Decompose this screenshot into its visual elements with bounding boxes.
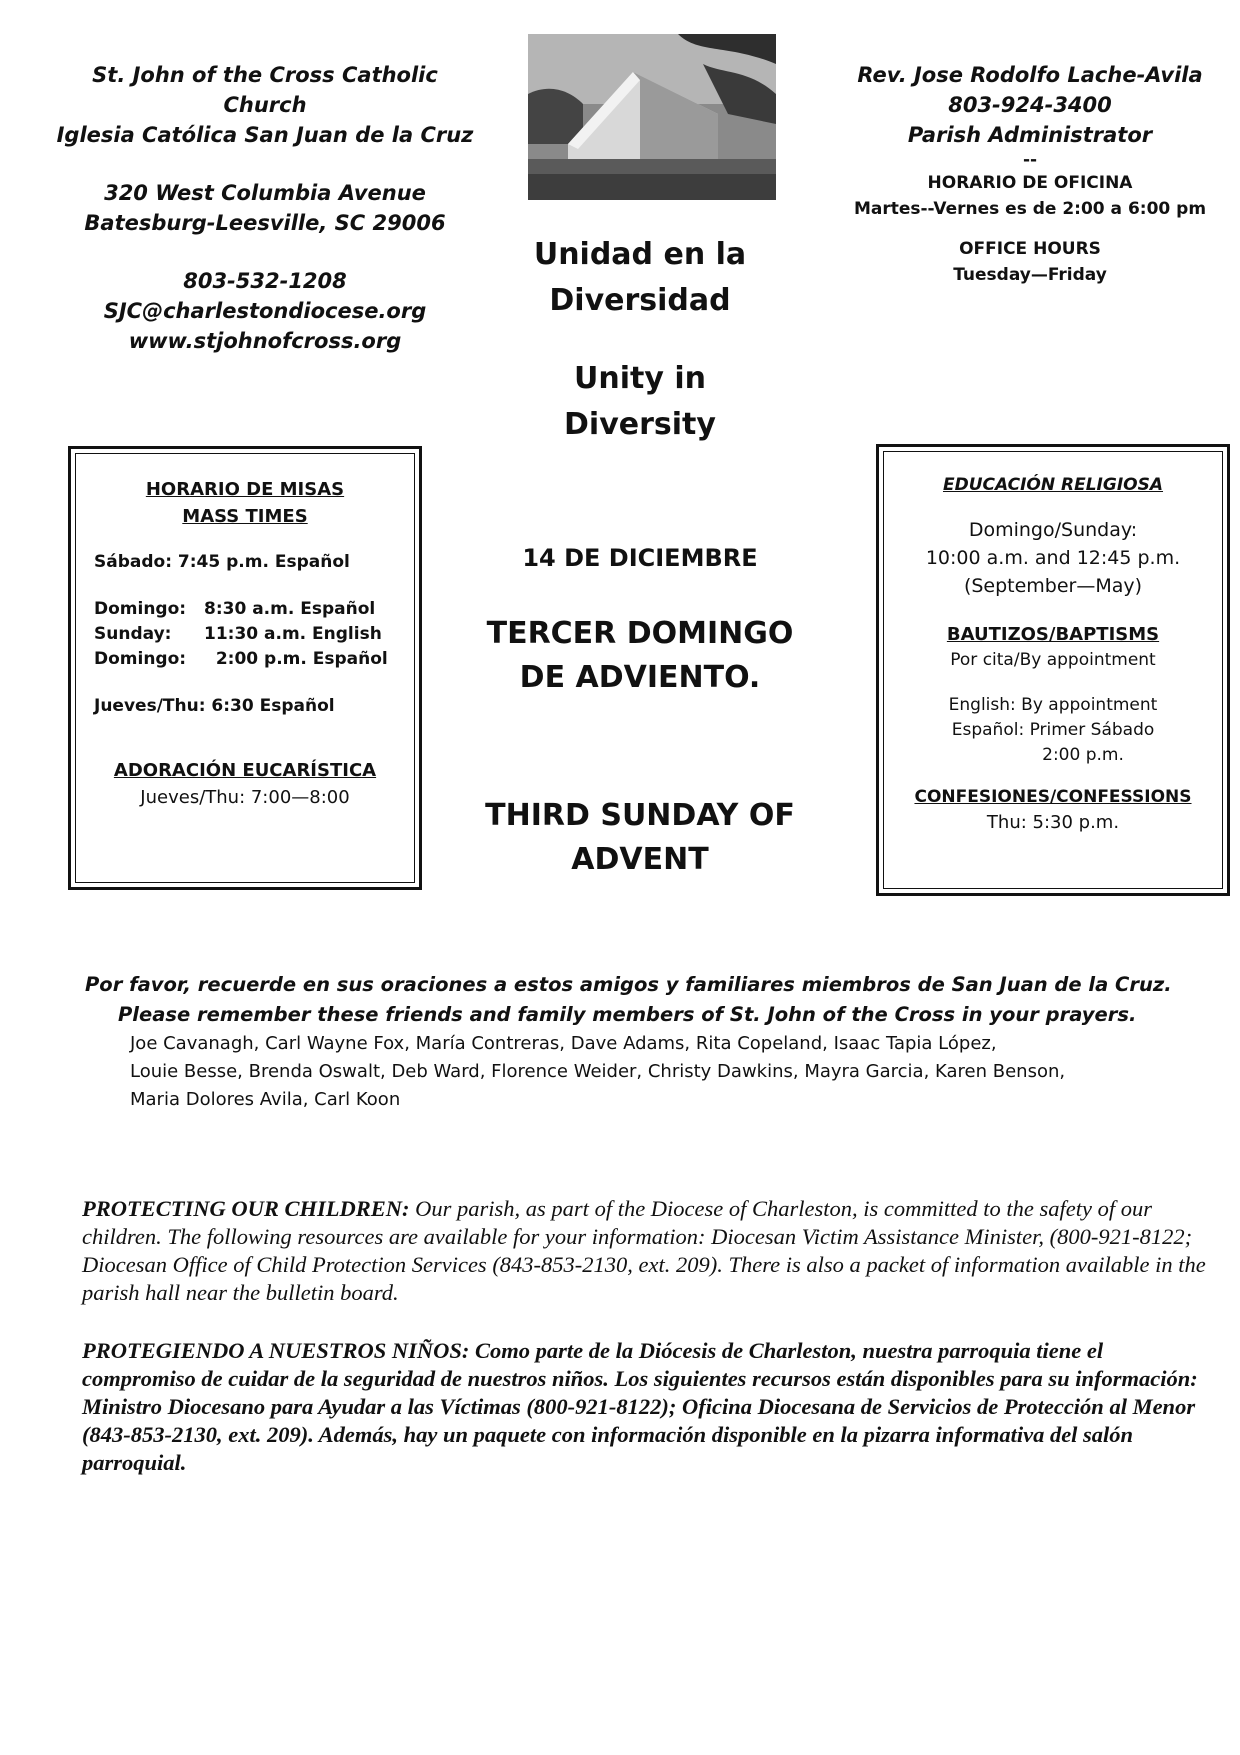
mass-day: Sunday: — [94, 624, 172, 644]
separator: -- — [1022, 150, 1038, 170]
prayer-intro-en: Please remember these friends and family members of St. John of the Cross in your prayers. — [118, 1003, 1137, 1026]
prayer-list-section — [85, 970, 1195, 1114]
mass-saturday: Sábado: 7:45 p.m. Español — [94, 552, 350, 572]
church-name-en: St. John of the Cross Catholic Church — [92, 63, 438, 117]
mass-time: 8:30 a.m. Español — [204, 599, 376, 619]
office-hours-es: Martes--Vernes es de 2:00 a 6:00 pm — [853, 199, 1207, 219]
office-hours-es-title: HORARIO DE OFICINA — [927, 173, 1133, 193]
church-email: SJC@charlestondiocese.org — [103, 299, 427, 323]
baptism-title: BAUTIZOS/BAPTISMS — [946, 624, 1160, 645]
address-line2: Batesburg-Leesville, SC 29006 — [84, 211, 446, 235]
prayer-intro-es: Por favor, recuerde en sus oraciones a estos amigos y familiares miembros de San Juan de la Cruz. — [85, 973, 1172, 996]
education-title: EDUCACIÓN RELIGIOSA — [942, 475, 1164, 495]
church-website: www.stjohnofcross.org — [128, 329, 402, 353]
baptism-spanish: Español: Primer Sábado — [951, 720, 1155, 740]
sunday-title-es: TERCER DOMINGO DE ADVIENTO. — [486, 616, 794, 695]
adoration-time: Jueves/Thu: 7:00—8:00 — [140, 787, 350, 808]
baptism-note: Por cita/By appointment — [950, 650, 1156, 670]
protecting-children-es — [82, 1337, 1207, 1477]
protecting-body-es: Como parte de la Diócesis de Charleston, nuestra parroquia tiene el compromiso de cuidar de la seguridad de nuestros niños. Los siguientes recursos están disponibles para su información: Ministro Diocesano para Ayudar a las Víctimas (800-921-8122); Oficina Diocesana de Servicios de Protección al Menor (843-853-2130, ext. 209). Además, hay un paquete con información disponible en la pizarra informativa del salón parroquial. — [82, 1338, 1198, 1475]
sunday-title-en: THIRD SUNDAY OF ADVENT — [485, 798, 795, 877]
church-name-es: Iglesia Católica San Juan de la Cruz — [56, 123, 474, 147]
confession-time: Thu: 5:30 p.m. — [986, 812, 1120, 833]
church-contact-block — [50, 60, 480, 356]
mass-row — [94, 647, 396, 672]
mass-day: Domingo: — [94, 649, 187, 669]
theme-en: Unity in Diversity — [564, 361, 716, 442]
bulletin-date: 14 DE DICIEMBRE — [522, 544, 758, 572]
education-sunday-times: 10:00 a.m. and 12:45 p.m. — [925, 547, 1181, 569]
pastor-phone: 803-924-3400 — [948, 93, 1112, 117]
mass-thursday: Jueves/Thu: 6:30 Español — [94, 696, 335, 716]
church-phone: 803-532-1208 — [183, 269, 347, 293]
prayer-names-line: Louie Besse, Brenda Oswalt, Deb Ward, Florence Weider, Christy Dawkins, Mayra Garcia, Karen Benson, — [130, 1061, 1066, 1082]
mass-row — [94, 622, 396, 647]
protecting-lead-es: PROTEGIENDO A NUESTROS NIÑOS: — [82, 1338, 470, 1363]
prayer-names-line: Maria Dolores Avila, Carl Koon — [130, 1089, 401, 1110]
mass-time: 2:00 p.m. Español — [204, 649, 388, 669]
protecting-lead-en: PROTECTING OUR CHILDREN: — [82, 1196, 410, 1221]
bulletin-center-column — [470, 232, 810, 448]
mass-row — [94, 597, 396, 622]
protecting-children-en — [82, 1195, 1207, 1307]
mass-time: 11:30 a.m. English — [204, 624, 382, 644]
church-building-image — [528, 34, 776, 200]
education-season: (September—May) — [963, 575, 1143, 597]
religious-education-box — [876, 444, 1230, 896]
mass-times-box — [68, 446, 422, 890]
pastor-contact-block — [845, 60, 1215, 288]
pastor-title: Parish Administrator — [907, 123, 1153, 147]
education-sunday-label: Domingo/Sunday: — [968, 519, 1138, 541]
office-hours-en: Tuesday—Friday — [953, 265, 1107, 285]
mass-day: Domingo: — [94, 599, 187, 619]
mass-title-es: HORARIO DE MISAS — [145, 479, 345, 500]
protecting-body-en: Our parish, as part of the Diocese of Charleston, is committed to the safety of our children. The following resources are available for your information: Diocesan Victim Assistance Minister, (800-921-8122; Diocesan Office of Child Protection Services (843-853-2130, ext. 209). There is also a packet of information available in the parish hall near the bulletin board. — [82, 1196, 1206, 1305]
baptism-spanish-time: 2:00 p.m. — [1042, 745, 1124, 765]
address-line1: 320 West Columbia Avenue — [104, 181, 426, 205]
confession-title: CONFESIONES/CONFESSIONS — [914, 787, 1192, 807]
theme-es: Unidad en la Diversidad — [533, 237, 747, 318]
baptism-english: English: By appointment — [948, 695, 1158, 715]
mass-title-en: MASS TIMES — [182, 506, 308, 527]
adoration-title: ADORACIÓN EUCARÍSTICA — [113, 760, 377, 781]
pastor-name: Rev. Jose Rodolfo Lache-Avila — [857, 63, 1203, 87]
office-hours-en-title: OFFICE HOURS — [959, 239, 1101, 259]
church-photo — [528, 34, 776, 200]
prayer-names-line: Joe Cavanagh, Carl Wayne Fox, María Contreras, Dave Adams, Rita Copeland, Isaac Tapia López, — [130, 1033, 997, 1054]
